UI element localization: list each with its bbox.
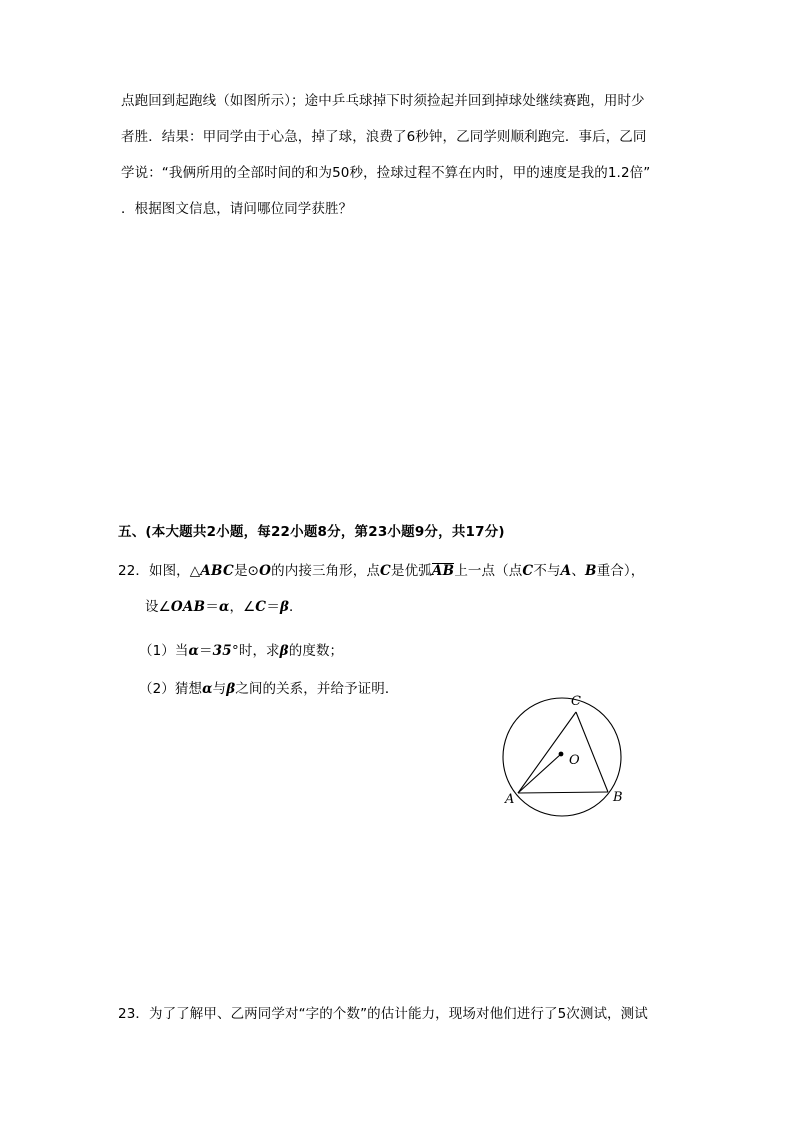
figure-label-b: B — [613, 790, 623, 805]
question-23-number: 23． — [118, 1006, 149, 1022]
question-22-line-2 — [118, 589, 688, 625]
q22-text-b: 是 — [234, 563, 248, 579]
section-five-heading: 五、(本大题共2小题，每22小题8分，第23小题9分，共17分) — [118, 524, 505, 540]
q22-alpha: α — [218, 599, 230, 615]
q22-arc-ab: AB — [431, 563, 455, 579]
sub1-text-b: 时，求 — [238, 643, 280, 659]
q22-equals-2: ＝ — [266, 599, 280, 615]
angle-icon: ∠ — [158, 599, 171, 615]
segment-ao — [518, 754, 561, 793]
sub1-marker: （1） — [139, 643, 175, 659]
q22-abc: ABC — [200, 563, 235, 579]
question-22-figure — [489, 688, 635, 818]
segment-bc — [576, 712, 608, 792]
question-23-text: 为了了解甲、乙两同学对“字的个数”的估计能力，现场对他们进行了5次测试，测试 — [148, 1006, 648, 1022]
paragraph-line: 者胜．结果：甲同学由于心急，掉了球，浪费了6秒钟，乙同学则顺利跑完．事后，乙同 — [121, 129, 647, 145]
q22-text-f: 不与 — [533, 563, 561, 579]
q22-text-e: 上一点（点 — [454, 563, 523, 579]
sub2-alpha: α — [202, 681, 213, 697]
sub2-marker: （2） — [139, 681, 175, 697]
q22-point-c2: C — [522, 563, 534, 579]
angle-icon: ∠ — [243, 599, 256, 615]
triangle-icon: △ — [189, 563, 201, 579]
paragraph-line: 学说：“我俩所用的全部时间的和为50秒，捡球过程不算在内时，甲的速度是我的1.2倍” — [121, 165, 651, 181]
sub1-value: 35 — [212, 643, 232, 659]
q22-text-a: 如图， — [148, 563, 190, 579]
q22-equals-1: ＝ — [205, 599, 219, 615]
question-22-line-1 — [118, 553, 688, 589]
paragraph-line: ．根据图文信息，请问哪位同学获胜？ — [121, 201, 353, 217]
q22-point-b: B — [584, 563, 597, 579]
q22-text-c: 的内接三角形，点 — [271, 563, 380, 579]
figure-label-a: A — [505, 792, 515, 807]
figure-label-o: O — [569, 753, 580, 768]
question-22-number: 22． — [118, 563, 149, 579]
q22-c-label: C — [255, 599, 267, 615]
q22-comma: 、 — [571, 563, 585, 579]
sub1-beta: β — [279, 643, 289, 659]
figure-label-c: C — [571, 694, 581, 709]
q22-l2-text-b: ， — [229, 599, 244, 615]
sub2-text-a: 猜想 — [174, 681, 203, 697]
sub2-beta: β — [226, 681, 236, 697]
q22-oab: OAB — [170, 599, 206, 615]
q22-text-g: 重合）， — [596, 563, 645, 579]
sub2-text-b: 与 — [212, 681, 227, 697]
q22-beta: β — [279, 599, 290, 615]
q22-l2-text-a: 设 — [145, 599, 159, 615]
center-point-dot — [559, 752, 564, 757]
degree-icon: ° — [232, 643, 239, 659]
segment-ab — [518, 792, 608, 793]
paragraph-line: 点跑回到起跑线（如图所示）；途中乒乓球掉下时须捡起并回到掉球处继续赛跑，用时少 — [121, 93, 645, 109]
q22-point-a: A — [560, 563, 572, 579]
question-23-stem — [118, 996, 688, 1032]
sub1-equals: ＝ — [199, 643, 213, 659]
question-22-stem — [118, 553, 688, 625]
circle-o-icon: ⊙ — [247, 563, 260, 579]
question-22-sub-1 — [139, 633, 559, 671]
q22-text-d: 是优弧 — [391, 563, 432, 579]
sub1-text-c: 的度数； — [288, 643, 344, 659]
q22-point-c: C — [379, 563, 392, 579]
problem-21-continued-paragraph — [121, 83, 687, 227]
circle-o-shape — [503, 698, 621, 816]
q22-center-o: O — [259, 563, 272, 579]
segment-ac — [518, 712, 576, 793]
question-23-line-1 — [118, 996, 688, 1032]
q22-l2-text-c: ． — [289, 599, 303, 615]
sub1-alpha: α — [188, 643, 199, 659]
sub2-text-c: 之间的关系，并给予证明． — [235, 681, 399, 697]
sub1-text-a: 当 — [174, 643, 189, 659]
